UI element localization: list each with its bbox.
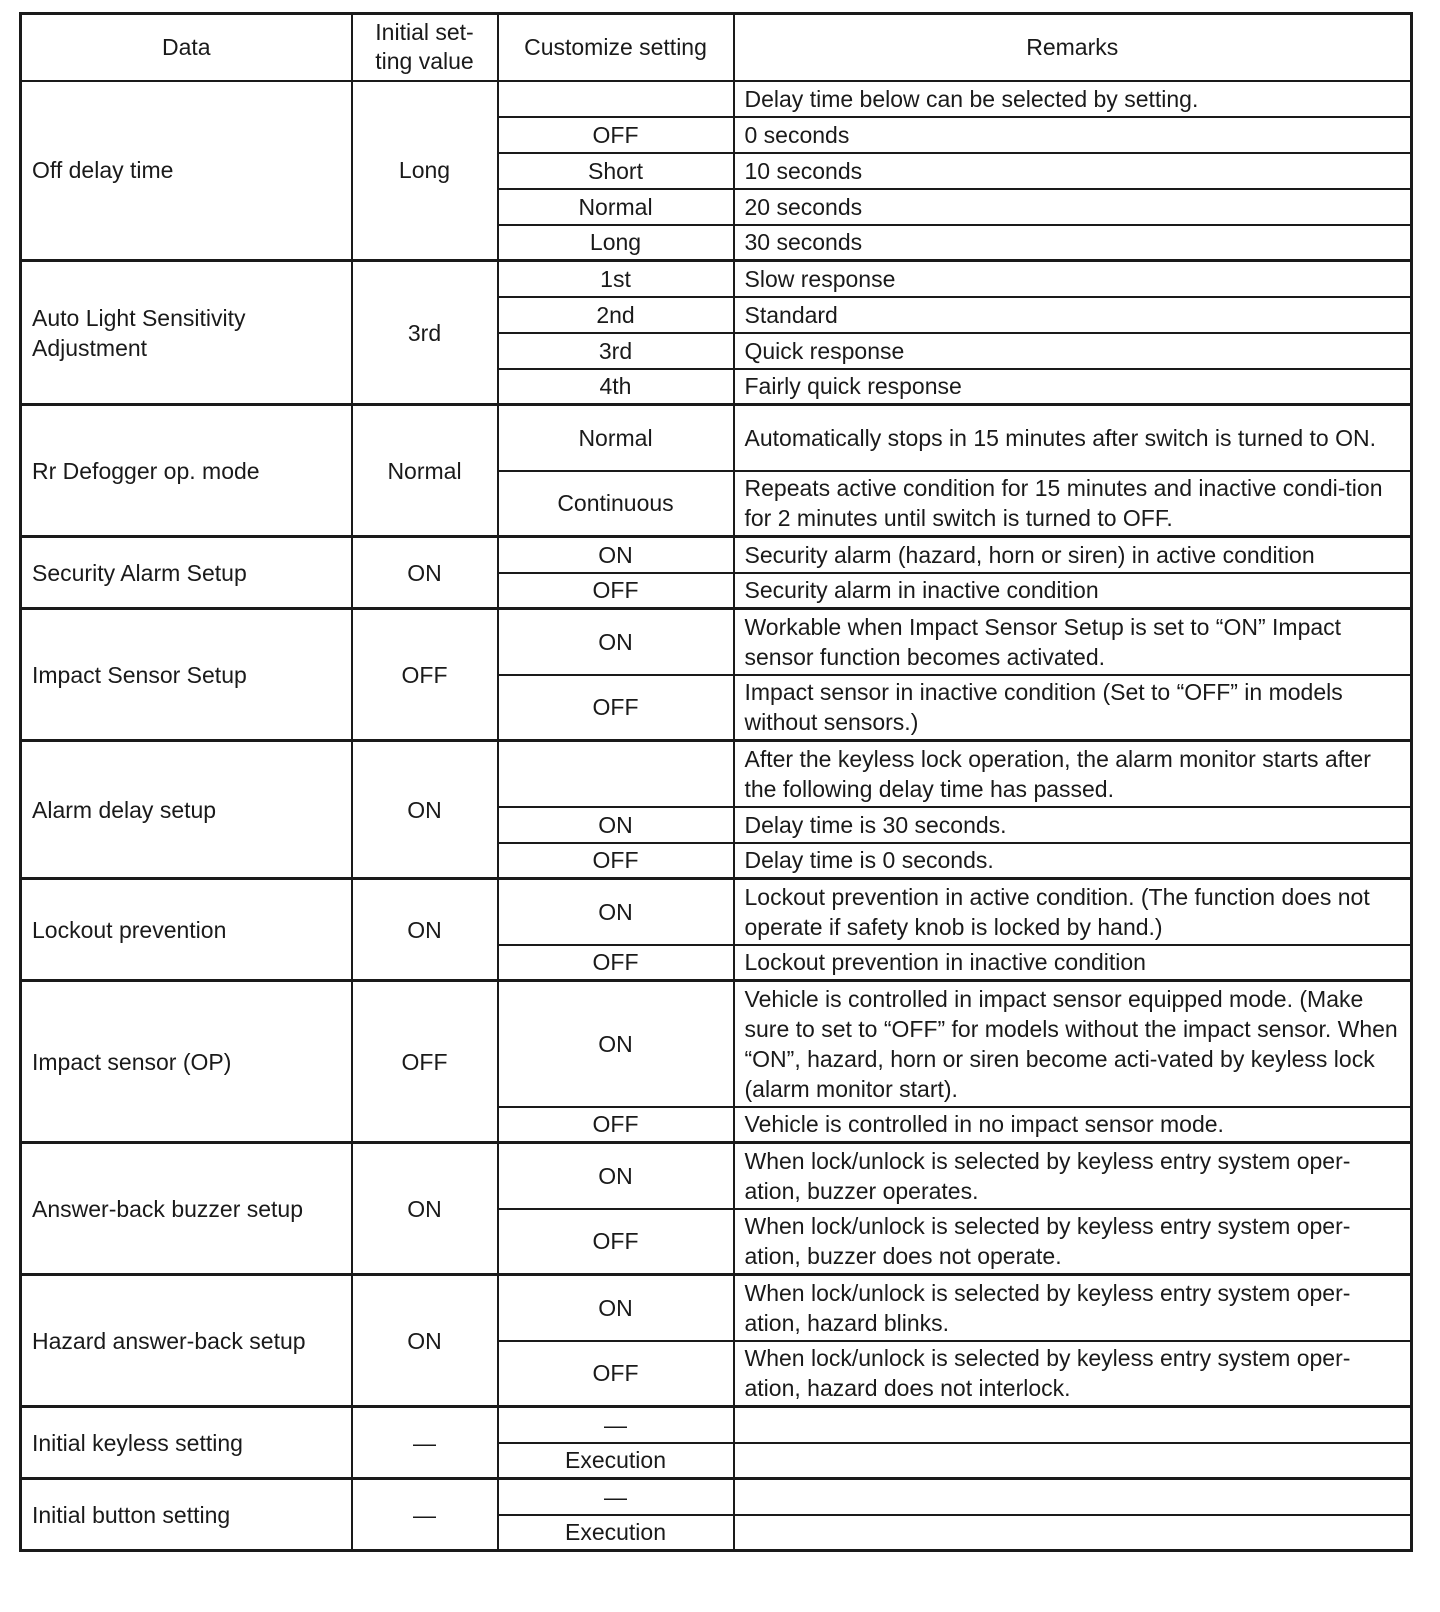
remarks-cell: Standard: [734, 297, 1412, 333]
remarks-cell: [734, 1443, 1412, 1479]
table-row: [21, 261, 1412, 297]
header-customize-setting: Customize setting: [498, 14, 734, 81]
customize-setting-cell: ON: [498, 537, 734, 573]
remarks-cell: After the keyless lock operation, the alarm monitor starts after the following delay time has passed.: [734, 741, 1412, 807]
remarks-cell: [734, 1407, 1412, 1443]
initial-value-cell: ON: [352, 537, 498, 609]
customize-setting-cell: 1st: [498, 261, 734, 297]
customize-setting-cell: OFF: [498, 1209, 734, 1275]
remarks-cell: Delay time below can be selected by setting.: [734, 81, 1412, 117]
customize-setting-cell: Continuous: [498, 471, 734, 537]
remarks-cell: When lock/unlock is selected by keyless entry system oper-ation, buzzer does not operate.: [734, 1209, 1412, 1275]
data-item-label: Lockout prevention: [32, 916, 227, 943]
remarks-cell: Impact sensor in inactive condition (Set to “OFF” in models without sensors.): [734, 675, 1412, 741]
table-row: [21, 609, 1412, 675]
remarks-cell: 20 seconds: [734, 189, 1412, 225]
initial-value-cell: —: [352, 1479, 498, 1551]
table-row: [21, 879, 1412, 945]
initial-value-cell: —: [352, 1407, 498, 1479]
table-row: [21, 1479, 1412, 1515]
remarks-cell: Lockout prevention in active condition. (The function does not operate if safety knob is locked by hand.): [734, 879, 1412, 945]
table-row: [21, 981, 1412, 1107]
customize-setting-cell: Execution: [498, 1515, 734, 1551]
data-item-cell: [21, 1479, 352, 1551]
customize-setting-cell: —: [498, 1479, 734, 1515]
remarks-cell: Automatically stops in 15 minutes after switch is turned to ON.: [734, 405, 1412, 471]
remarks-cell: Security alarm (hazard, horn or siren) in active condition: [734, 537, 1412, 573]
remarks-cell: Fairly quick response: [734, 369, 1412, 405]
data-item-cell: [21, 741, 352, 879]
customize-setting-cell: OFF: [498, 573, 734, 609]
remarks-cell: Vehicle is controlled in impact sensor equipped mode. (Make sure to set to “OFF” for models without the impact sensor. When “ON”, hazard, horn or siren become acti-vated by keyless lock (alarm monitor start).: [734, 981, 1412, 1107]
data-item-cell: [21, 1407, 352, 1479]
remarks-cell: Lockout prevention in inactive condition: [734, 945, 1412, 981]
data-item-label: Alarm delay setup: [32, 796, 217, 823]
customize-setting-cell: OFF: [498, 945, 734, 981]
initial-value-cell: ON: [352, 1143, 498, 1275]
table-row: [21, 1407, 1412, 1443]
data-item-label: Auto Light Sensitivity: [32, 304, 246, 331]
header-remarks: Remarks: [734, 14, 1412, 81]
header-initial-line2: ting value: [375, 48, 474, 75]
table-row: [21, 741, 1412, 807]
header-data: Data: [21, 14, 352, 81]
remarks-cell: Workable when Impact Sensor Setup is set to “ON” Impact sensor function becomes activated.: [734, 609, 1412, 675]
remarks-cell: When lock/unlock is selected by keyless entry system oper-ation, hazard does not interlock.: [734, 1341, 1412, 1407]
data-item-label: Off delay time: [32, 157, 174, 184]
remarks-cell: Delay time is 0 seconds.: [734, 843, 1412, 879]
remarks-cell: Quick response: [734, 333, 1412, 369]
customize-setting-cell: ON: [498, 981, 734, 1107]
customize-setting-cell: OFF: [498, 675, 734, 741]
data-item-label: Impact Sensor Setup: [32, 661, 247, 688]
initial-value-cell: Long: [352, 81, 498, 261]
data-item-label: Initial button setting: [32, 1501, 231, 1528]
remarks-cell: When lock/unlock is selected by keyless entry system oper-ation, buzzer operates.: [734, 1143, 1412, 1209]
customize-setting-cell: OFF: [498, 1107, 734, 1143]
initial-value-cell: Normal: [352, 405, 498, 537]
customize-setting-cell: Long: [498, 225, 734, 261]
data-item-label: Impact sensor (OP): [32, 1048, 232, 1075]
customize-setting-cell: Execution: [498, 1443, 734, 1479]
initial-value-cell: 3rd: [352, 261, 498, 405]
remarks-cell: Vehicle is controlled in no impact sensor mode.: [734, 1107, 1412, 1143]
table-body: [21, 81, 1412, 1551]
data-item-cell: [21, 609, 352, 741]
data-item-cell: [21, 81, 352, 261]
customize-setting-cell: 4th: [498, 369, 734, 405]
table-row: [21, 81, 1412, 117]
remarks-cell: [734, 1515, 1412, 1551]
table-row: [21, 405, 1412, 471]
data-item-label: Hazard answer-back setup: [32, 1327, 306, 1354]
data-item-cell: [21, 537, 352, 609]
customize-setting-cell: ON: [498, 609, 734, 675]
customize-setting-cell: [498, 81, 734, 117]
table-row: [21, 537, 1412, 573]
customize-settings-table: [19, 12, 1413, 1552]
customize-setting-cell: ON: [498, 1143, 734, 1209]
header-initial-line1: Initial set-: [375, 19, 474, 46]
remarks-cell: When lock/unlock is selected by keyless entry system oper-ation, hazard blinks.: [734, 1275, 1412, 1341]
customize-setting-cell: ON: [498, 1275, 734, 1341]
initial-value-cell: OFF: [352, 609, 498, 741]
initial-value-cell: OFF: [352, 981, 498, 1143]
customize-setting-cell: ON: [498, 879, 734, 945]
data-item-cell: [21, 981, 352, 1143]
remarks-cell: Security alarm in inactive condition: [734, 573, 1412, 609]
data-item-label: Initial keyless setting: [32, 1429, 243, 1456]
table-header-row: [21, 14, 1412, 81]
data-item-cell: [21, 1275, 352, 1407]
data-item-cell: [21, 879, 352, 981]
remarks-cell: 30 seconds: [734, 225, 1412, 261]
header-initial-setting-value: [352, 14, 498, 81]
customize-setting-cell: 3rd: [498, 333, 734, 369]
customize-setting-cell: Short: [498, 153, 734, 189]
initial-value-cell: ON: [352, 1275, 498, 1407]
data-item-label: Security Alarm Setup: [32, 559, 247, 586]
customize-setting-cell: Normal: [498, 405, 734, 471]
remarks-cell: Repeats active condition for 15 minutes and inactive condi-tion for 2 minutes until switch is turned to OFF.: [734, 471, 1412, 537]
settings-table-container: [19, 12, 1413, 1552]
initial-value-cell: ON: [352, 879, 498, 981]
customize-setting-cell: Normal: [498, 189, 734, 225]
customize-setting-cell: ON: [498, 807, 734, 843]
table-row: [21, 1143, 1412, 1209]
remarks-cell: 10 seconds: [734, 153, 1412, 189]
customize-setting-cell: OFF: [498, 117, 734, 153]
customize-setting-cell: —: [498, 1407, 734, 1443]
customize-setting-cell: [498, 741, 734, 807]
remarks-cell: Delay time is 30 seconds.: [734, 807, 1412, 843]
initial-value-cell: ON: [352, 741, 498, 879]
customize-setting-cell: OFF: [498, 1341, 734, 1407]
customize-setting-cell: 2nd: [498, 297, 734, 333]
customize-setting-cell: OFF: [498, 843, 734, 879]
remarks-cell: 0 seconds: [734, 117, 1412, 153]
data-item-label: Answer-back buzzer setup: [32, 1195, 304, 1222]
data-item-cell: [21, 405, 352, 537]
data-item-cell: [21, 261, 352, 405]
data-item-label: Rr Defogger op. mode: [32, 457, 260, 484]
table-row: [21, 1275, 1412, 1341]
remarks-cell: [734, 1479, 1412, 1515]
remarks-cell: Slow response: [734, 261, 1412, 297]
data-item-label: Adjustment: [32, 334, 148, 361]
data-item-cell: [21, 1143, 352, 1275]
